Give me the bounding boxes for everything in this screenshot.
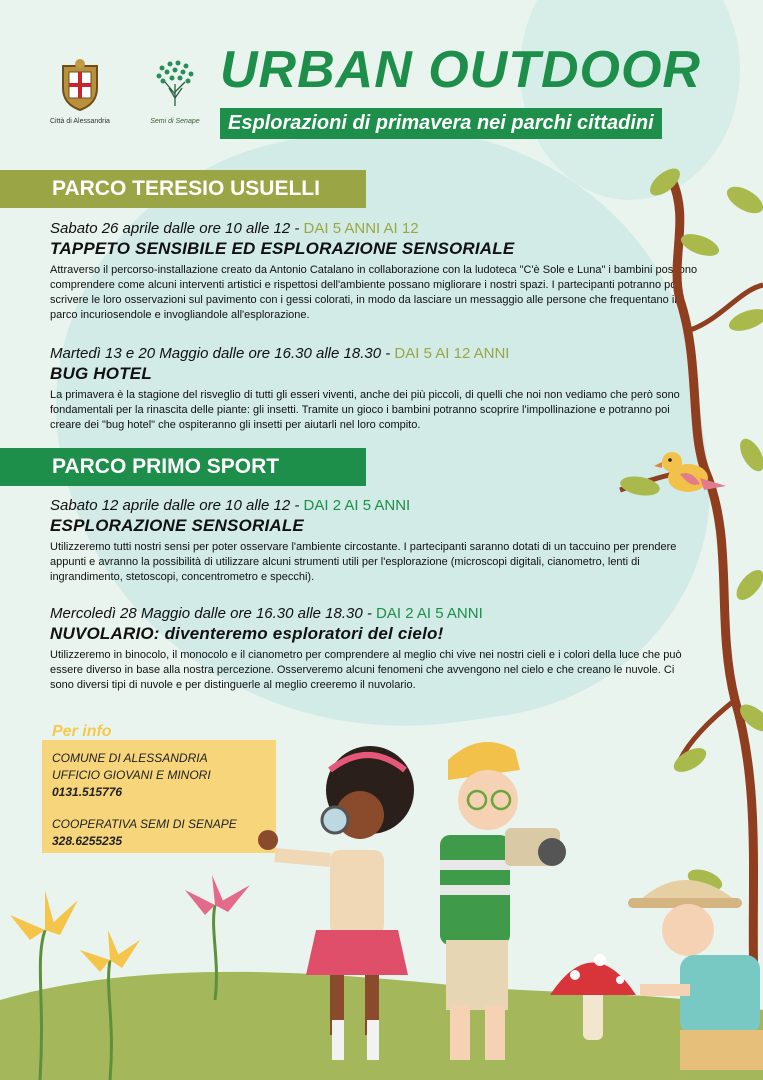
event-title: TAPPETO SENSIBILE ED ESPLORAZIONE SENSORIALE [50, 239, 515, 258]
event-date-text: Martedì 13 e 20 Maggio dalle ore 16.30 alle 18.30 - [50, 345, 395, 362]
event-tappeto-sensibile [50, 220, 700, 323]
event-date [50, 497, 700, 514]
city-crest-icon [53, 58, 107, 112]
event-date [50, 220, 700, 237]
event-age: DAI 2 AI 5 ANNI [376, 605, 483, 622]
city-caption: Città di Alessandria [50, 118, 110, 125]
page-title: URBAN OUTDOOR [220, 41, 701, 99]
coop-caption: Semi di Senape [150, 118, 200, 125]
info-line-cooperativa: COOPERATIVA SEMI DI SENAPE [52, 817, 237, 831]
tree-seeds-icon [150, 58, 200, 112]
event-bug-hotel [50, 345, 700, 433]
section-header-teresio-usuelli: PARCO TERESIO USUELLI [0, 170, 366, 208]
city-logo [50, 58, 110, 125]
info-label: Per info [52, 723, 112, 740]
page-subtitle: Esplorazioni di primavera nei parchi cittadini [220, 108, 662, 139]
flowers-illustration [10, 875, 250, 1080]
event-age: DAI 5 AI 12 ANNI [394, 345, 510, 362]
section-header-primo-sport: PARCO PRIMO SPORT [0, 448, 366, 486]
event-date-text: Sabato 26 aprile dalle ore 10 alle 12 - [50, 220, 304, 237]
event-description: Utilizzeremo tutti nostri sensi per poter osservare l'ambiente circostante. I partecipanti saranno dotati di un taccuino per prendere appunti e avranno la possibilità di utilizzare alcuni strumenti utili per l'esplorazione (microscopi digitali, cianometro, lenti di ingrandimento, stetoscopi, concentrometro e specchi). [50, 541, 677, 583]
event-description: Attraverso il percorso-installazione creato da Antonio Catalano in collaborazione con la ludoteca "C'è Sole e Luna" i bambini possono comprendere come alcuni interventi artistici e rispettosi dell'ambiente possano migliorare i nostri spazi. I partecipanti potranno poi scrivere le loro osservazioni sul pavimento con i gessi colorati, in modo da lasciare un messaggio alle persone che frequentano il parco incuriosendole e invogliandole all'esplorazione. [50, 264, 698, 321]
event-age: DAI 2 AI 5 ANNI [303, 497, 411, 514]
event-age: DAI 5 ANNI AI 12 [303, 220, 419, 237]
info-box [42, 740, 276, 853]
info-line-ufficio: UFFICIO GIOVANI E MINORI [52, 768, 211, 782]
info-phone-comune: 0131.515776 [52, 785, 123, 799]
event-title: NUVOLARIO: diventeremo esploratori del cielo! [50, 624, 444, 643]
event-description: La primavera è la stagione del risveglio di tutti gli esseri viventi, anche dei più piccoli, di quelli che noi non vediamo che però sono fondamentali per la rinascita delle piante: gli insetti. Tramite un gioco i bambini potranno scoprire l'impollinazione e potranno poi creare dei "bug hotel" che ospiteranno gli insetti per aiutarli nel loro compito. [50, 389, 680, 431]
event-date-text: Mercoledì 28 Maggio dalle ore 16.30 alle 18.30 - [50, 605, 377, 622]
event-title: BUG HOTEL [50, 364, 152, 383]
event-esplorazione-sensoriale [50, 497, 700, 585]
logos [50, 58, 200, 125]
boy-camera-illustration [440, 742, 566, 1060]
event-date [50, 345, 700, 362]
event-title: ESPLORAZIONE SENSORIALE [50, 516, 304, 535]
event-date [50, 605, 700, 622]
girl-illustration [258, 746, 414, 1060]
coop-logo [150, 58, 200, 125]
info-phone-cooperativa: 328.6255235 [52, 834, 123, 848]
event-description: Utilizzeremo in binocolo, il monocolo e il cianometro per comprendere al meglio chi vive nei nostri cieli e i colori della luce che può essere diverso in base alla nostra percezione. Osserveremo alcuni fenomeni che avvengono nel cielo e che creano le nuvole. Ci sono diversi tipi di nuvole e per distinguerle al meglio creeremo il nuvolario. [50, 649, 682, 691]
event-nuvolario [50, 605, 700, 693]
mushroom-illustration [550, 954, 636, 1040]
event-date-text: Sabato 12 aprile dalle ore 10 alle 12 - [50, 497, 304, 514]
info-line-comune: COMUNE DI ALESSANDRIA [52, 751, 208, 765]
crouching-boy-illustration [628, 880, 763, 1070]
ground-illustration [0, 972, 763, 1080]
